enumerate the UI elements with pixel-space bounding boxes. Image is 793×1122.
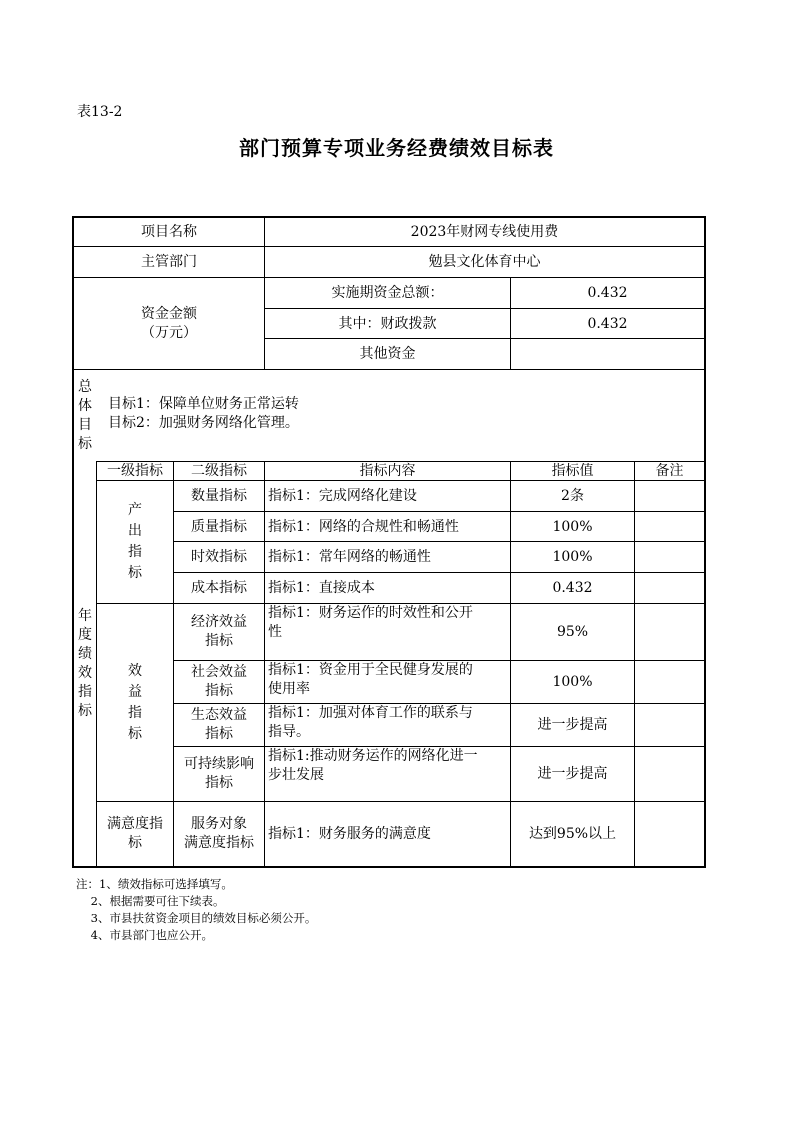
level2-cell: 成本指标 [191,580,247,596]
remark-cell [635,802,704,866]
level2-cell: 服务对象 满意度指标 [184,816,254,851]
dept-label: 主管部门 [141,254,197,270]
other-funds-value [511,339,704,369]
funds-label-line1: 资金金额 [141,305,197,322]
goal-line: 目标1：保障单位财务正常运转 [108,396,299,412]
content-cell: 指标1：财务运作的时效性和公开 性 [268,605,473,640]
content-cell: 指标1:推动财务运作的网络化进一 步壮发展 [268,748,478,783]
goal-line: 目标2：加强财务网络化管理。 [108,415,299,431]
annual-indicators-label: 年 度 绩 效 指 标 [78,608,92,719]
funds-label [74,278,264,369]
value-cell: 进一步提高 [537,717,608,733]
group-satisfaction: 满意度指 标 [107,816,163,851]
content-cell: 指标1：网络的合规性和畅通性 [268,518,459,535]
group-benefit: 效 益 指 标 [128,662,142,742]
remark-cell [635,481,704,510]
level2-cell: 时效指标 [191,549,247,565]
level2-cell: 经济效益 指标 [191,614,247,649]
value-cell: 2条 [561,487,584,504]
content-cell: 指标1：完成网络化建设 [268,487,417,504]
level2-cell: 质量指标 [191,518,247,535]
page-title: 部门预算专项业务经费绩效目标表 [239,136,554,160]
total-funds-value: 0.432 [587,285,628,301]
value-cell: 0.432 [552,580,593,596]
remark-cell [635,604,704,660]
value-cell: 100% [552,518,593,535]
value-cell: 达到95%以上 [528,826,617,842]
dept-value: 勉县文化体育中心 [428,254,541,270]
header-value: 指标值 [551,463,594,479]
remark-cell [635,512,704,541]
remark-cell [635,542,704,572]
header-level2: 二级指标 [191,463,247,479]
value-cell: 进一步提高 [537,766,608,782]
level2-cell: 社会效益 指标 [191,664,247,699]
header-remark: 备注 [655,463,684,479]
header-level1: 一级指标 [107,463,163,479]
other-funds-label: 其他资金 [359,346,416,362]
content-cell: 指标1：资金用于全民健身发展的 使用率 [268,662,473,697]
overall-goal-label: 总 体 目 标 [78,378,92,452]
value-cell: 100% [552,549,593,565]
total-funds-label: 实施期资金总额： [331,285,444,301]
footnote: 2、根据需要可往下续表。 [76,894,225,908]
footnotes [76,876,316,944]
value-cell: 100% [552,674,593,690]
remark-cell [635,573,704,603]
project-name-label: 项目名称 [141,224,197,240]
header-content: 指标内容 [359,463,416,479]
funds-label-line2: （万元） [141,324,197,341]
fiscal-funds-value: 0.432 [587,316,628,332]
overall-goal-text [108,395,299,433]
level2-cell: 可持续影响 指标 [184,756,254,791]
content-cell: 指标1：财务服务的满意度 [268,826,431,842]
group-output: 产 出 指 标 [128,502,142,581]
footnote: 3、市县扶贫资金项目的绩效目标必须公开。 [76,911,317,925]
grid-line [72,369,706,370]
remark-cell [635,704,704,746]
footnote: 注：1、绩效指标可选择填写。 [76,877,233,891]
project-name-value: 2023年财网专线使用费 [410,224,559,240]
content-cell: 指标1：常年网络的畅通性 [268,549,431,565]
value-cell: 95% [556,624,589,640]
level2-cell: 数量指标 [191,487,247,504]
remark-cell [635,661,704,703]
table-code: 表13-2 [77,104,123,120]
border-bottom [72,866,706,868]
border-right [704,216,706,868]
remark-cell [635,747,704,801]
level2-cell: 生态效益 指标 [191,707,247,742]
fiscal-funds-label: 其中：财政拨款 [338,316,437,332]
content-cell: 指标1：加强对体育工作的联系与 指导。 [268,705,473,740]
content-cell: 指标1：直接成本 [268,580,375,596]
footnote: 4、市县部门也应公开。 [76,928,213,942]
